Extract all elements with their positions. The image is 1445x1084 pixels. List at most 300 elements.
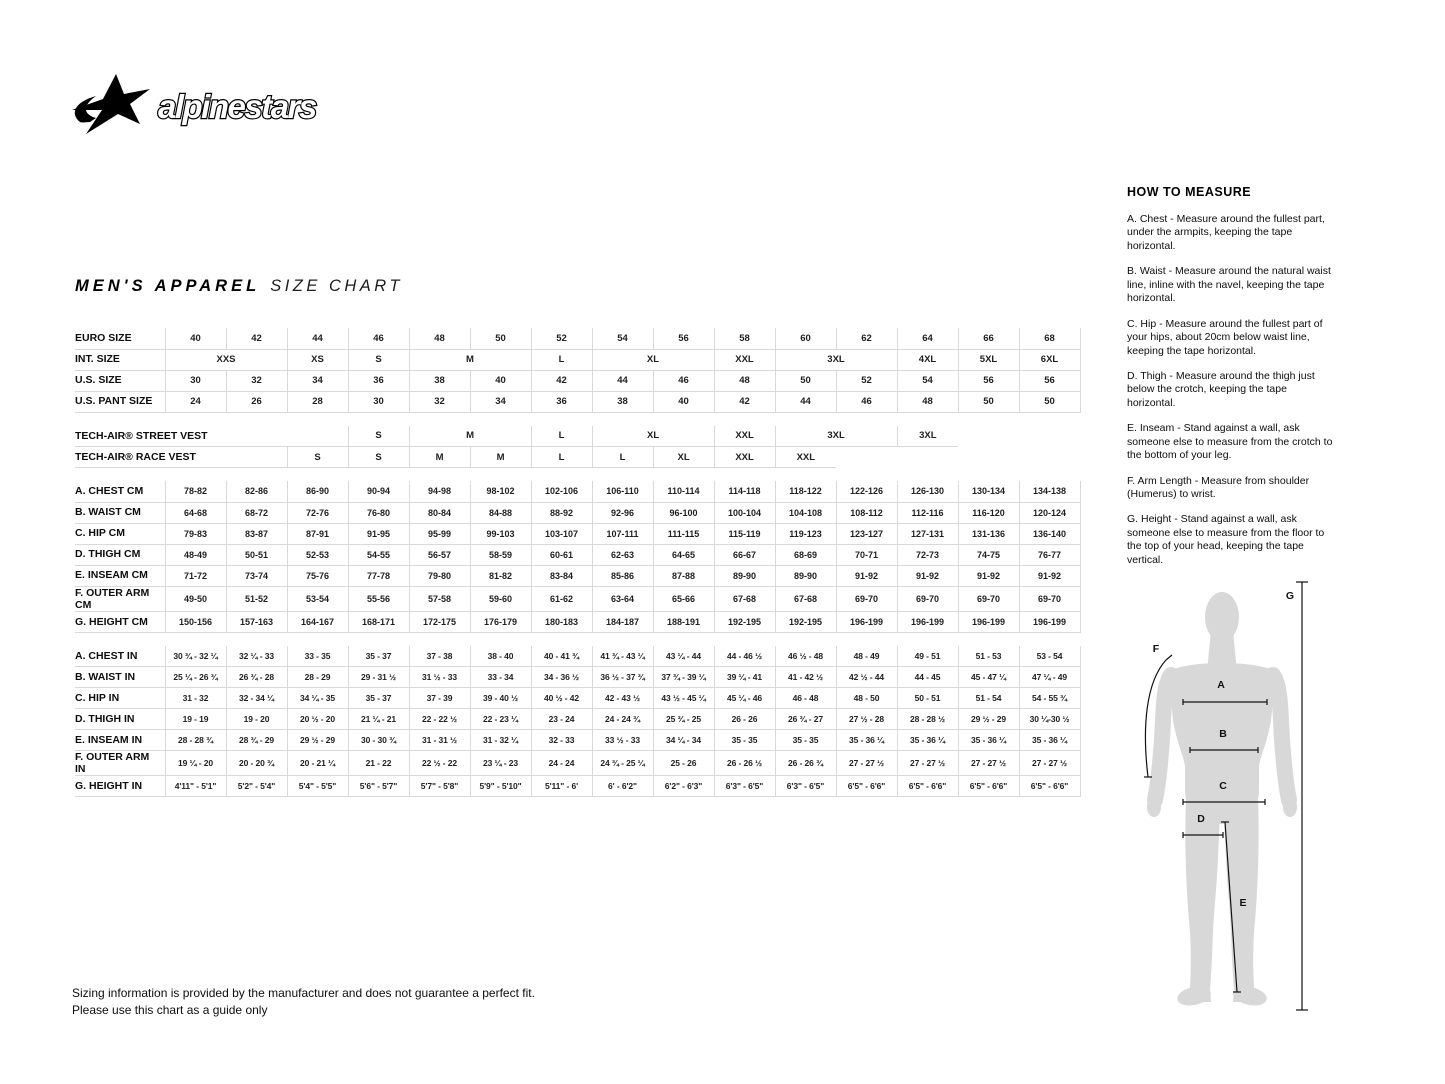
size-cell: 48 - 49 — [836, 646, 897, 667]
table-row — [75, 328, 1080, 349]
size-cell: 43 ½ - 45 ¼ — [653, 688, 714, 709]
size-cell: 118-122 — [775, 481, 836, 502]
size-cell: 28 - 28 ¾ — [165, 730, 226, 751]
size-cell: 44 - 46 ½ — [714, 646, 775, 667]
table-row — [75, 502, 1080, 523]
size-cell: 168-171 — [348, 611, 409, 632]
size-cell: 35 - 35 — [714, 730, 775, 751]
size-cell: 87-88 — [653, 565, 714, 586]
size-cell: 59-60 — [470, 586, 531, 611]
size-cell: 6'5" - 6'6" — [836, 776, 897, 797]
size-cell: 5'6" - 5'7" — [348, 776, 409, 797]
size-cell: S — [348, 447, 409, 468]
size-cell: 21 - 22 — [348, 751, 409, 776]
size-cell: M — [470, 447, 531, 468]
size-cell: 49 - 51 — [897, 646, 958, 667]
row-label: D. THIGH CM — [75, 544, 165, 565]
size-cell: XL — [592, 426, 714, 447]
size-cell: 37 - 38 — [409, 646, 470, 667]
size-cell: 71-72 — [165, 565, 226, 586]
table-row — [75, 709, 1080, 730]
size-cell: 49-50 — [165, 586, 226, 611]
size-cell: 3XL — [897, 426, 958, 447]
size-cell: 72-76 — [287, 502, 348, 523]
figure-label-hip: C — [1219, 780, 1227, 792]
measure-instruction: G. Height - Stand against a wall, ask someone else to measure from the floor to the top of your head, keeping the tape vertical. — [1127, 513, 1325, 566]
size-cell: 32 — [226, 370, 287, 391]
table-row — [75, 426, 1080, 447]
row-label: INT. SIZE — [75, 349, 165, 370]
size-cell: 30 — [348, 391, 409, 412]
size-cell: 5XL — [958, 349, 1019, 370]
size-cell: 172-175 — [409, 611, 470, 632]
size-cell: 176-179 — [470, 611, 531, 632]
size-cell: 98-102 — [470, 481, 531, 502]
size-cell: 80-84 — [409, 502, 470, 523]
size-cell: 83-84 — [531, 565, 592, 586]
row-label: C. HIP IN — [75, 688, 165, 709]
size-cell: XXL — [714, 349, 775, 370]
size-cell: 84-88 — [470, 502, 531, 523]
size-cell: 78-82 — [165, 481, 226, 502]
size-cell: 34 — [287, 370, 348, 391]
size-cell: 126-130 — [897, 481, 958, 502]
size-cell: 27 - 27 ½ — [1019, 751, 1080, 776]
size-cell: 74-75 — [958, 544, 1019, 565]
size-cell: 31 - 32 ¼ — [470, 730, 531, 751]
size-cell: 28 — [287, 391, 348, 412]
size-cell: 33 - 35 — [287, 646, 348, 667]
size-cell: 69-70 — [958, 586, 1019, 611]
body-silhouette — [1147, 592, 1297, 1008]
size-cell: 46 - 48 — [775, 688, 836, 709]
measure-instruction: A. Chest - Measure around the fullest part, under the armpits, keeping the tape horizontal. — [1127, 213, 1325, 252]
row-label: G. HEIGHT IN — [75, 776, 165, 797]
size-cell: 3XL — [775, 349, 897, 370]
size-cell: 95-99 — [409, 523, 470, 544]
table-row — [75, 688, 1080, 709]
size-cell: 24 - 24 — [531, 751, 592, 776]
size-cell: 22 - 22 ½ — [409, 709, 470, 730]
size-cell: 27 ½ - 28 — [836, 709, 897, 730]
size-cell: 114-118 — [714, 481, 775, 502]
row-label: EURO SIZE — [75, 328, 165, 349]
size-cell: 51 - 53 — [958, 646, 1019, 667]
size-cell: S — [348, 349, 409, 370]
size-cell: 42 — [226, 328, 287, 349]
size-cell: S — [287, 447, 348, 468]
size-cell: 69-70 — [836, 586, 897, 611]
size-cell: 32 - 34 ¼ — [226, 688, 287, 709]
size-cell: 76-80 — [348, 502, 409, 523]
size-cell: 29 ½ - 29 — [958, 709, 1019, 730]
size-cell: 6'5" - 6'6" — [1019, 776, 1080, 797]
size-cell: 110-114 — [653, 481, 714, 502]
size-cell: 188-191 — [653, 611, 714, 632]
size-cell: 122-126 — [836, 481, 897, 502]
size-cell: 87-91 — [287, 523, 348, 544]
size-cell: 75-76 — [287, 565, 348, 586]
size-cell: 120-124 — [1019, 502, 1080, 523]
size-cell: 83-87 — [226, 523, 287, 544]
row-label: E. INSEAM CM — [75, 565, 165, 586]
size-cell: 51-52 — [226, 586, 287, 611]
size-cell: 68 — [1019, 328, 1080, 349]
row-label: U.S. PANT SIZE — [75, 391, 165, 412]
size-cell: 19 - 19 — [165, 709, 226, 730]
size-cell: 91-92 — [836, 565, 897, 586]
size-cell: 28 - 29 — [287, 667, 348, 688]
size-cell: 88-92 — [531, 502, 592, 523]
row-label: E. INSEAM IN — [75, 730, 165, 751]
size-cell: 57-58 — [409, 586, 470, 611]
row-label: G. HEIGHT CM — [75, 611, 165, 632]
size-cell: 19 - 20 — [226, 709, 287, 730]
table-row — [75, 751, 1080, 776]
size-cell: L — [592, 447, 653, 468]
row-label: TECH-AIR® RACE VEST — [75, 447, 165, 468]
size-cell: 52-53 — [287, 544, 348, 565]
size-cell: 70-71 — [836, 544, 897, 565]
size-cell: 62-63 — [592, 544, 653, 565]
size-cell: 51 - 54 — [958, 688, 1019, 709]
size-cell: 104-108 — [775, 502, 836, 523]
size-cell: 27 - 27 ½ — [836, 751, 897, 776]
table-row — [75, 544, 1080, 565]
size-cell: 25 ¼ - 26 ¾ — [165, 667, 226, 688]
size-cell: 32 - 33 — [531, 730, 592, 751]
size-cell: 46 — [836, 391, 897, 412]
size-cell: 196-199 — [1019, 611, 1080, 632]
size-cell: 41 - 42 ½ — [775, 667, 836, 688]
size-cell: 48 - 50 — [836, 688, 897, 709]
measure-instruction: C. Hip - Measure around the fullest part of your hips, about 20cm below waist line, keeping the tape horizontal. — [1127, 317, 1323, 357]
measure-instruction: E. Inseam - Stand against a wall, ask someone else to measure from the crotch to the bottom of your leg. — [1127, 422, 1333, 462]
size-cell: 26 — [226, 391, 287, 412]
size-cell: 44 — [287, 328, 348, 349]
row-label: TECH-AIR® STREET VEST — [75, 426, 165, 447]
size-cell: 35 - 37 — [348, 688, 409, 709]
size-cell: 196-199 — [897, 611, 958, 632]
size-cell: 54-55 — [348, 544, 409, 565]
size-cell: M — [409, 447, 470, 468]
size-cell: 23 ¼ - 23 — [470, 751, 531, 776]
size-cell: 69-70 — [897, 586, 958, 611]
size-cell: XL — [653, 447, 714, 468]
size-cell: 48-49 — [165, 544, 226, 565]
how-to-measure-paragraphs — [1127, 213, 1337, 567]
size-cell: 50 — [775, 370, 836, 391]
size-cell: 106-110 — [592, 481, 653, 502]
size-cell: 72-73 — [897, 544, 958, 565]
size-cell: 27 - 27 ½ — [897, 751, 958, 776]
row-label: B. WAIST IN — [75, 667, 165, 688]
size-cell: 34 ¼ - 35 — [287, 688, 348, 709]
table-row — [75, 523, 1080, 544]
size-cell: XXS — [165, 349, 287, 370]
size-cell: 66 — [958, 328, 1019, 349]
size-cell: 30 — [165, 370, 226, 391]
size-cell: 65-66 — [653, 586, 714, 611]
size-cell: 192-195 — [775, 611, 836, 632]
size-cell: 42 ½ - 44 — [836, 667, 897, 688]
size-cell: 76-77 — [1019, 544, 1080, 565]
figure-label-thigh: D — [1197, 813, 1205, 825]
size-cell: 3XL — [775, 426, 897, 447]
table-row — [75, 481, 1080, 502]
size-cell: 47 ¼ - 49 — [1019, 667, 1080, 688]
size-cell: 123-127 — [836, 523, 897, 544]
size-cell: 56-57 — [409, 544, 470, 565]
size-cell: 35 - 36 ¼ — [1019, 730, 1080, 751]
size-cell: 56 — [653, 328, 714, 349]
size-cell: S — [348, 426, 409, 447]
size-cell: 64-68 — [165, 502, 226, 523]
size-cell: 94-98 — [409, 481, 470, 502]
size-cell: 91-95 — [348, 523, 409, 544]
table-row — [75, 349, 1080, 370]
size-cell: 4XL — [897, 349, 958, 370]
size-cell: 99-103 — [470, 523, 531, 544]
size-cell: 52 — [531, 328, 592, 349]
logo-wordmark: alpinestars — [158, 88, 316, 125]
size-cell: 48 — [714, 370, 775, 391]
size-cell: 96-100 — [653, 502, 714, 523]
size-cell: XXL — [714, 447, 775, 468]
size-cell: 6' - 6'2" — [592, 776, 653, 797]
size-cell: 40 ½ - 42 — [531, 688, 592, 709]
size-cell: 29 - 31 ½ — [348, 667, 409, 688]
size-cell: 54 — [897, 370, 958, 391]
row-label: D. THIGH IN — [75, 709, 165, 730]
size-cell: 136-140 — [1019, 523, 1080, 544]
table-group-techair — [75, 426, 1080, 469]
size-cell: 100-104 — [714, 502, 775, 523]
size-cell: 64-65 — [653, 544, 714, 565]
size-cell: 108-112 — [836, 502, 897, 523]
size-cell: 53-54 — [287, 586, 348, 611]
size-cell: XXL — [714, 426, 775, 447]
size-cell: 68-69 — [775, 544, 836, 565]
size-cell: 67-68 — [714, 586, 775, 611]
size-cell: 46 ½ - 48 — [775, 646, 836, 667]
size-cell: 196-199 — [836, 611, 897, 632]
table-group-inches — [75, 646, 1081, 798]
size-cell: 60-61 — [531, 544, 592, 565]
table-row — [75, 586, 1080, 611]
table-group-sizes — [75, 328, 1081, 413]
size-cell: 43 ¼ - 44 — [653, 646, 714, 667]
size-cell: 36 — [348, 370, 409, 391]
measure-instruction: F. Arm Length - Measure from shoulder (Humerus) to wrist. — [1127, 474, 1310, 500]
size-cell: 73-74 — [226, 565, 287, 586]
size-cell: 31 - 32 — [165, 688, 226, 709]
size-cell: 40 - 41 ¾ — [531, 646, 592, 667]
table-row — [75, 447, 1080, 468]
page-title-main: MEN'S APPAREL — [75, 277, 261, 295]
figure-label-inseam: E — [1239, 897, 1247, 909]
size-cell: 37 - 39 — [409, 688, 470, 709]
size-cell: 45 - 47 ¼ — [958, 667, 1019, 688]
page-title — [75, 277, 403, 296]
size-cell: 24 — [165, 391, 226, 412]
row-label: A. CHEST IN — [75, 646, 165, 667]
size-cell: 55-56 — [348, 586, 409, 611]
size-cell: 37 ¾ - 39 ¼ — [653, 667, 714, 688]
size-cell: 157-163 — [226, 611, 287, 632]
size-cell: 42 - 43 ½ — [592, 688, 653, 709]
size-cell: 89-90 — [714, 565, 775, 586]
size-cell: 89-90 — [775, 565, 836, 586]
size-cell: 22 - 23 ¼ — [470, 709, 531, 730]
size-cell: 29 ½ - 29 — [287, 730, 348, 751]
footer-line-1: Sizing information is provided by the manufacturer and does not guarantee a perfect fit. — [72, 986, 535, 1000]
size-cell: 38 — [409, 370, 470, 391]
row-label: U.S. SIZE — [75, 370, 165, 391]
size-cell: 6'3" - 6'5" — [714, 776, 775, 797]
size-cell: 26 - 26 ½ — [714, 751, 775, 776]
size-cell: 31 - 31 ½ — [409, 730, 470, 751]
size-cell: 6'5" - 6'6" — [958, 776, 1019, 797]
size-cell: 54 - 55 ¾ — [1019, 688, 1080, 709]
size-cell: 6'5" - 6'6" — [897, 776, 958, 797]
size-cell: 25 ¾ - 25 — [653, 709, 714, 730]
footer-disclaimer — [72, 985, 535, 1019]
row-label: F. OUTER ARM CM — [75, 586, 165, 611]
size-cell: 67-68 — [775, 586, 836, 611]
size-cell — [958, 426, 1080, 447]
size-cell: 20 ½ - 20 — [287, 709, 348, 730]
size-cell: 164-167 — [287, 611, 348, 632]
size-cell: 115-119 — [714, 523, 775, 544]
size-cell: 19 ¼ - 20 — [165, 751, 226, 776]
size-cell: 92-96 — [592, 502, 653, 523]
size-cell: 68-72 — [226, 502, 287, 523]
size-cell: 32 — [409, 391, 470, 412]
alpinestars-star-icon — [72, 74, 150, 134]
size-cell: 81-82 — [470, 565, 531, 586]
size-cell: 103-107 — [531, 523, 592, 544]
row-label: C. HIP CM — [75, 523, 165, 544]
size-cell: 69-70 — [1019, 586, 1080, 611]
size-cell: 20 - 20 ¾ — [226, 751, 287, 776]
row-label: F. OUTER ARM IN — [75, 751, 165, 776]
table-row — [75, 730, 1080, 751]
size-cell: 90-94 — [348, 481, 409, 502]
size-cell: 63-64 — [592, 586, 653, 611]
size-cell: XS — [287, 349, 348, 370]
measure-instruction: B. Waist - Measure around the natural waist line, inline with the navel, keeping the tape horizontal. — [1127, 265, 1331, 305]
size-cell: 27 - 27 ½ — [958, 751, 1019, 776]
size-cell: 39 ¼ - 41 — [714, 667, 775, 688]
size-cell: 52 — [836, 370, 897, 391]
size-cell: 6'3" - 6'5" — [775, 776, 836, 797]
size-cell: 6'2" - 6'3" — [653, 776, 714, 797]
size-cell: 38 - 40 — [470, 646, 531, 667]
table-row — [75, 646, 1080, 667]
size-cell: 46 — [653, 370, 714, 391]
size-cell: L — [531, 349, 592, 370]
size-cell: 56 — [1019, 370, 1080, 391]
table-row — [75, 611, 1080, 632]
size-cell: 40 — [653, 391, 714, 412]
size-cell: 48 — [409, 328, 470, 349]
size-cell: 150-156 — [165, 611, 226, 632]
size-cell: 24 ¾ - 25 ¼ — [592, 751, 653, 776]
size-cell: 58-59 — [470, 544, 531, 565]
size-cell: 39 - 40 ½ — [470, 688, 531, 709]
size-cell: 35 - 37 — [348, 646, 409, 667]
figure-label-waist: B — [1219, 728, 1227, 740]
size-cell: 180-183 — [531, 611, 592, 632]
size-cell: 31 ½ - 33 — [409, 667, 470, 688]
size-cell: 33 - 34 — [470, 667, 531, 688]
size-cell: 56 — [958, 370, 1019, 391]
size-cell: 21 ¼ - 21 — [348, 709, 409, 730]
size-cell: 111-115 — [653, 523, 714, 544]
figure-label-height: G — [1285, 590, 1295, 602]
size-cell: 5'7" - 5'8" — [409, 776, 470, 797]
size-cell: 38 — [592, 391, 653, 412]
table-row — [75, 565, 1080, 586]
size-cell: 91-92 — [958, 565, 1019, 586]
size-cell: XL — [592, 349, 714, 370]
size-cell: 42 — [531, 370, 592, 391]
size-cell: 26 - 26 — [714, 709, 775, 730]
size-cell: 26 - 26 ¾ — [775, 751, 836, 776]
size-cell: 40 — [165, 328, 226, 349]
table-row — [75, 370, 1080, 391]
size-cell: 77-78 — [348, 565, 409, 586]
size-cell: 53 - 54 — [1019, 646, 1080, 667]
size-cell: 119-123 — [775, 523, 836, 544]
height-measure-line — [1296, 582, 1308, 1010]
size-cell: 35 - 36 ¼ — [897, 730, 958, 751]
size-cell: 79-80 — [409, 565, 470, 586]
size-cell: 23 - 24 — [531, 709, 592, 730]
row-label: A. CHEST CM — [75, 481, 165, 502]
size-cell: 44 - 45 — [897, 667, 958, 688]
size-cell: 184-187 — [592, 611, 653, 632]
size-cell: XXL — [775, 447, 836, 468]
how-to-measure-heading: HOW TO MEASURE — [1127, 185, 1252, 199]
size-cell: 54 — [592, 328, 653, 349]
size-cell: 35 - 36 ¼ — [958, 730, 1019, 751]
size-cell: 26 ¾ - 27 — [775, 709, 836, 730]
row-label: B. WAIST CM — [75, 502, 165, 523]
table-row — [75, 776, 1080, 797]
size-cell: 60 — [775, 328, 836, 349]
size-cell: 48 — [897, 391, 958, 412]
size-cell: L — [531, 447, 592, 468]
size-cell: 41 ¾ - 43 ¼ — [592, 646, 653, 667]
table-row — [75, 391, 1080, 412]
size-cell: 86-90 — [287, 481, 348, 502]
table-row — [75, 667, 1080, 688]
size-cell: 34 ¼ - 34 — [653, 730, 714, 751]
figure-label-arm: F — [1152, 643, 1160, 655]
size-cell: 35 - 36 ¼ — [836, 730, 897, 751]
size-cell: 20 - 21 ¼ — [287, 751, 348, 776]
footer-line-2: Please use this chart as a guide only — [72, 1002, 268, 1017]
size-cell: 45 ¼ - 46 — [714, 688, 775, 709]
size-cell: M — [409, 349, 531, 370]
size-cell: 22 ½ - 22 — [409, 751, 470, 776]
how-to-measure-section — [1127, 185, 1337, 579]
size-cell: 44 — [592, 370, 653, 391]
size-cell: 25 - 26 — [653, 751, 714, 776]
size-cell: 5'11" - 6' — [531, 776, 592, 797]
